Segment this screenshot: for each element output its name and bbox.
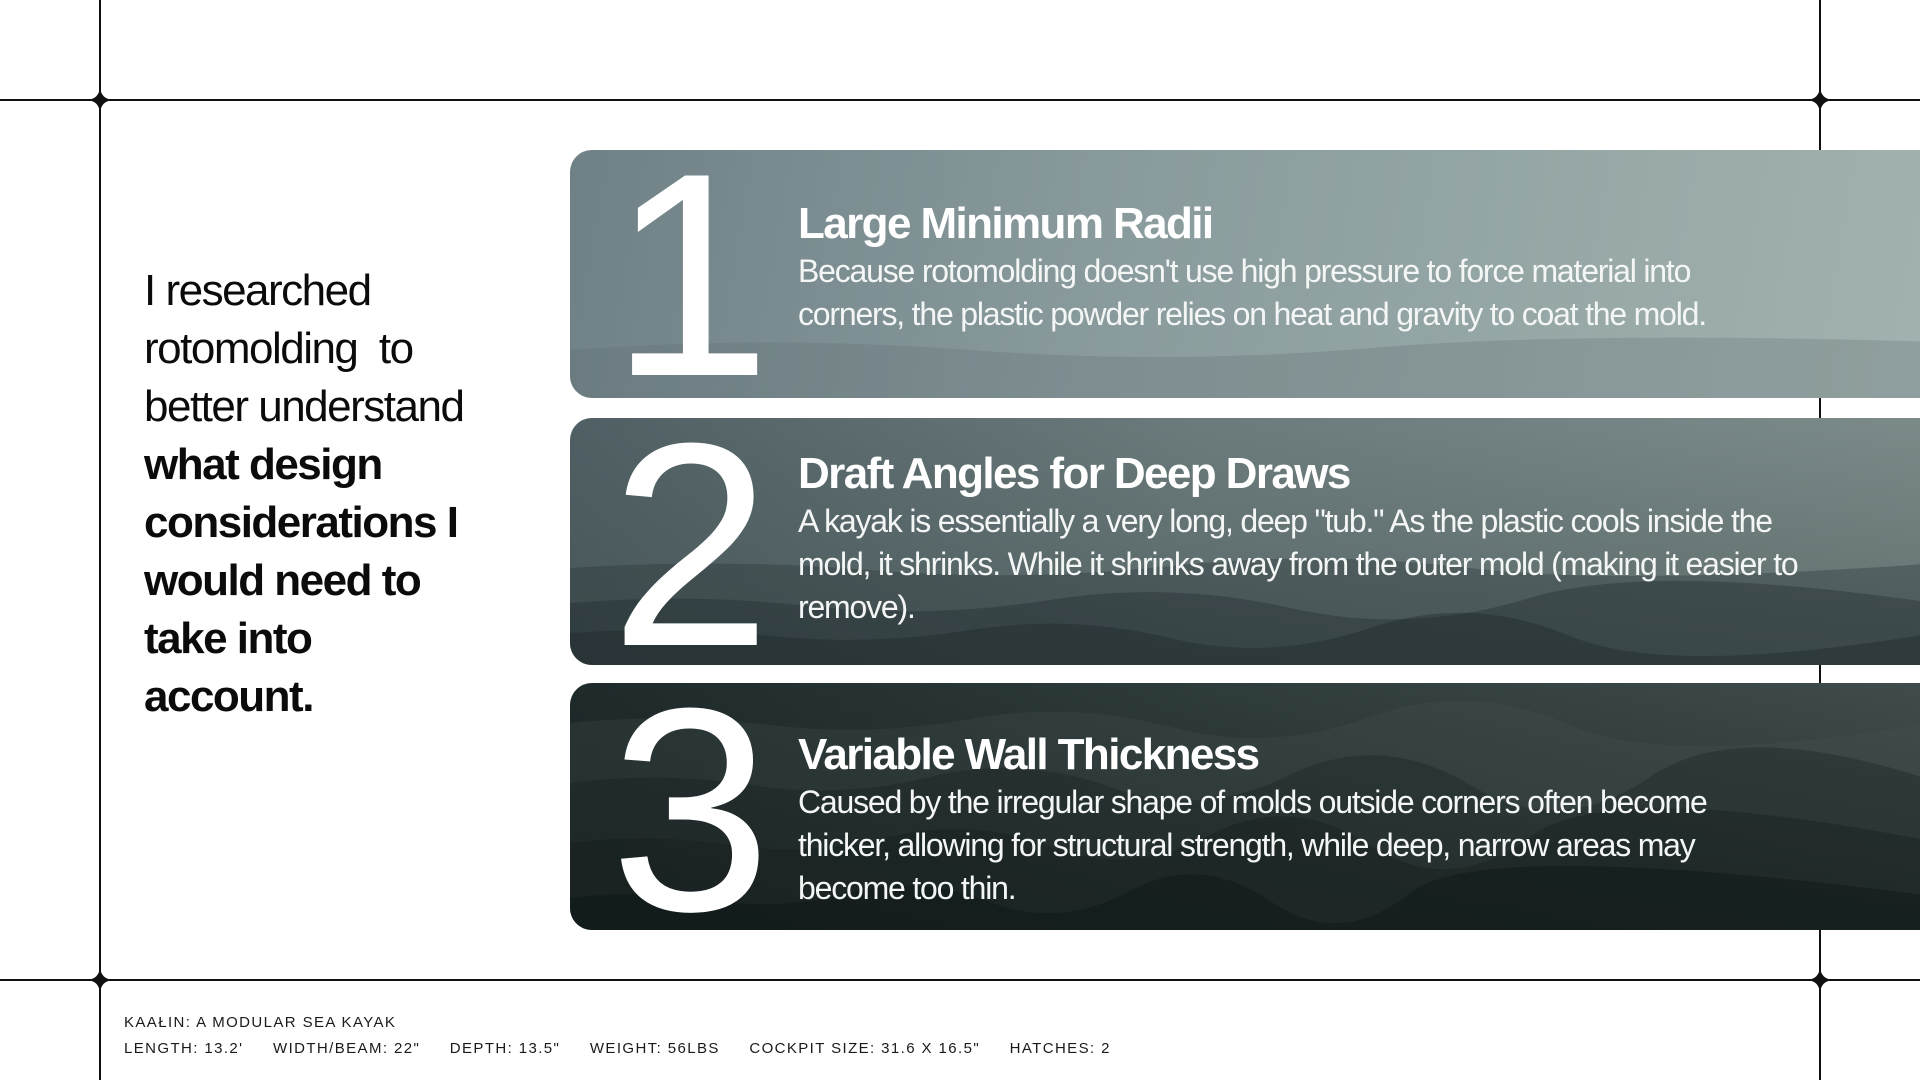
- consideration-card-1: [570, 150, 1920, 398]
- corner-star-icon: [87, 87, 113, 113]
- card-number: 2: [610, 418, 764, 665]
- spec-hatches: HATCHES: 2: [1009, 1040, 1111, 1057]
- frame-line-bottom: [0, 979, 1920, 981]
- card-title: Draft Angles for Deep Draws: [798, 449, 1350, 498]
- spec-width: WIDTH/BEAM: 22": [273, 1040, 421, 1057]
- card-title: Large Minimum Radii: [798, 199, 1213, 248]
- consideration-card-3: [570, 683, 1920, 930]
- spec-list: [124, 1036, 1135, 1062]
- intro-line-emphasis: considerations I: [144, 498, 458, 547]
- frame-line-left: [99, 0, 101, 1080]
- corner-star-icon: [1807, 87, 1833, 113]
- intro-statement: [144, 262, 524, 726]
- card-description: Because rotomolding doesn't use high pressure to force material into corners, the plastic powder relies on heat and gravity to coat the mold.: [798, 253, 1706, 332]
- card-number: 1: [610, 150, 764, 398]
- intro-line: better understand: [144, 382, 464, 431]
- intro-line: rotomolding to: [144, 324, 413, 373]
- card-number: 3: [610, 683, 764, 930]
- intro-line-emphasis: would need to: [144, 556, 421, 605]
- spec-length: LENGTH: 13.2': [124, 1040, 244, 1057]
- spec-cockpit-size: COCKPIT SIZE: 31.6 X 16.5": [749, 1040, 981, 1057]
- card-description: A kayak is essentially a very long, deep "tub." As the plastic cools inside the mold, it shrinks. While it shrinks away from the outer mold (making it easier to remove).: [798, 503, 1798, 625]
- intro-line: I researched: [144, 266, 371, 315]
- intro-line-emphasis: account.: [144, 672, 313, 721]
- card-description: Caused by the irregular shape of molds outside corners often become thicker, allowing for structural strength, while deep, narrow areas may become too thin.: [798, 784, 1707, 906]
- card-title: Variable Wall Thickness: [798, 730, 1259, 779]
- project-name: KAAŁIN: A MODULAR SEA KAYAK: [124, 1014, 397, 1031]
- spec-footer: [124, 1010, 1135, 1062]
- spec-weight: WEIGHT: 56LBS: [589, 1040, 720, 1057]
- spec-depth: DEPTH: 13.5": [449, 1040, 561, 1057]
- consideration-card-2: [570, 418, 1920, 665]
- intro-line-emphasis: take into: [144, 614, 312, 663]
- corner-star-icon: [1807, 967, 1833, 993]
- intro-line-emphasis: what design: [144, 440, 382, 489]
- corner-star-icon: [87, 967, 113, 993]
- frame-line-top: [0, 99, 1920, 101]
